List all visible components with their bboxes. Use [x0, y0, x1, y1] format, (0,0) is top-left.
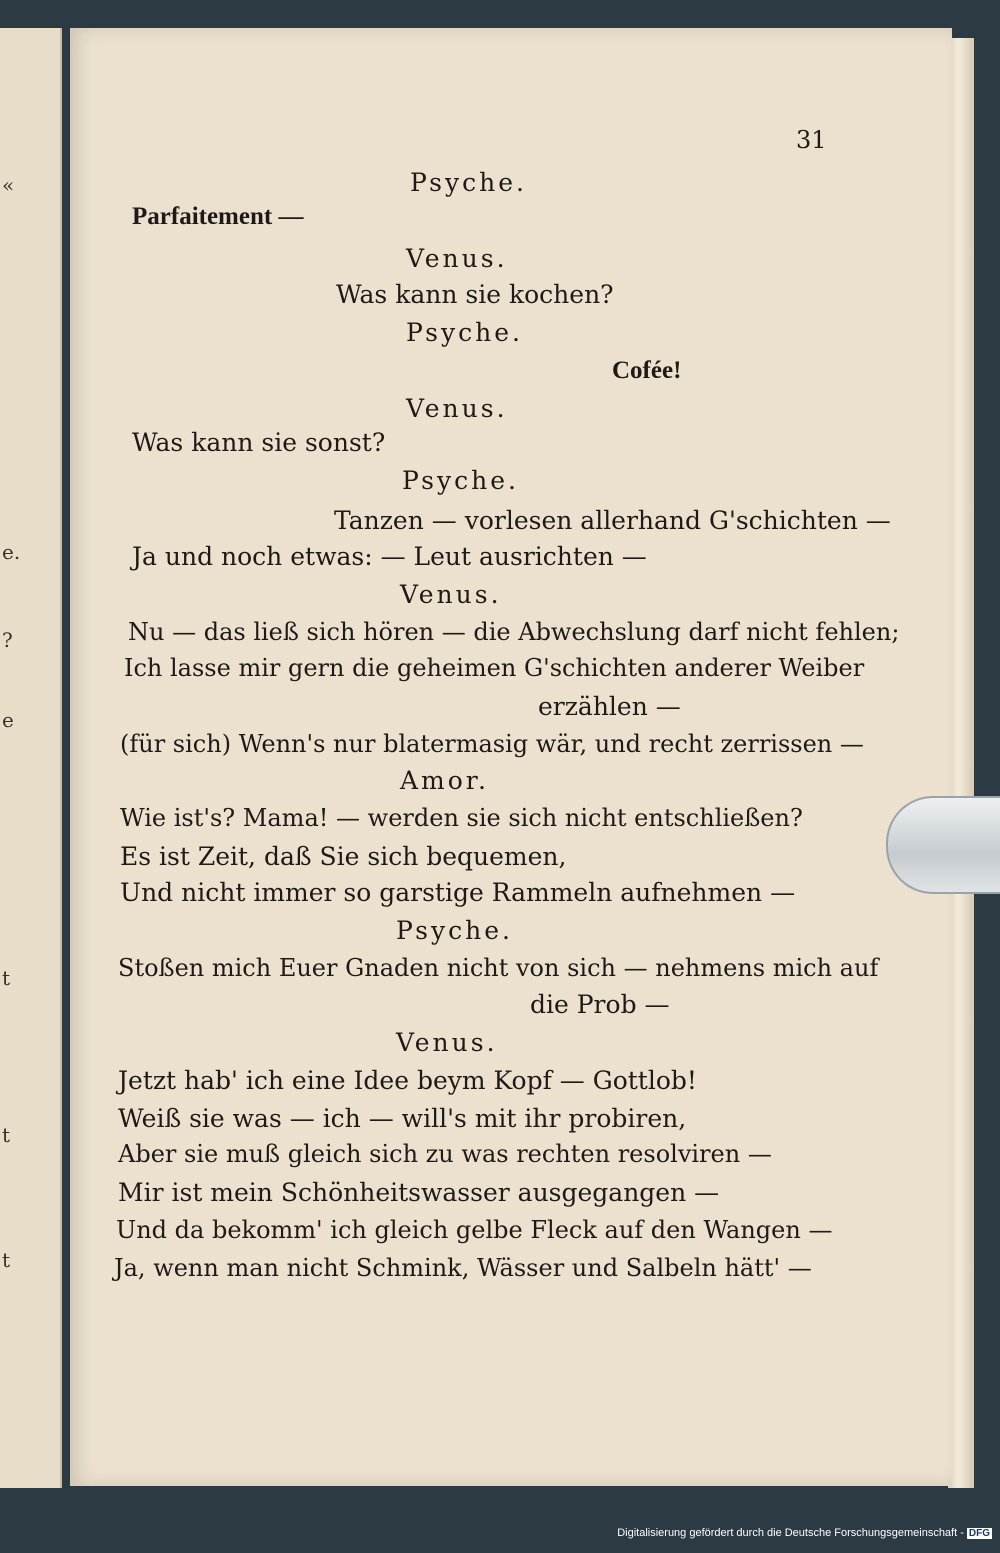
left-page-fragment: e.	[2, 540, 21, 564]
speaker-heading: Psyche.	[406, 318, 523, 347]
dialogue-line: (für sich) Wenn's nur blatermasig wär, und recht zerrissen —	[120, 730, 864, 758]
speaker-heading: Venus.	[396, 1028, 498, 1057]
speaker-heading: Psyche.	[410, 168, 527, 197]
dialogue-line: Nu — das ließ sich hören — die Abwechslung darf nicht fehlen;	[128, 618, 900, 646]
dialogue-line: Und da bekomm' ich gleich gelbe Fleck auf den Wangen —	[116, 1216, 833, 1244]
dialogue-line: Aber sie muß gleich sich zu was rechten resolviren —	[118, 1140, 772, 1168]
dialogue-line: Parfaitement —	[132, 203, 304, 230]
left-page-fragment: «	[2, 173, 15, 197]
dialogue-line: Es ist Zeit, daß Sie sich bequemen,	[120, 842, 567, 871]
dialogue-line: Cofée!	[612, 357, 682, 384]
left-page-fragment: t	[2, 1248, 11, 1272]
dialogue-line: Was kann sie sonst?	[132, 428, 386, 457]
dialogue-line: Was kann sie kochen?	[336, 280, 614, 309]
speaker-heading: Psyche.	[402, 466, 519, 495]
speaker-heading: Venus.	[406, 394, 508, 423]
speaker-heading: Venus.	[406, 244, 508, 273]
dialogue-line: Weiß sie was — ich — will's mit ihr probiren,	[118, 1104, 687, 1133]
dfg-logo-icon: DFG	[968, 1528, 990, 1539]
left-page-edge	[0, 28, 62, 1488]
left-page-fragment: e	[2, 708, 14, 732]
digitization-footer	[617, 1527, 992, 1539]
dialogue-line: Wie ist's? Mama! — werden sie sich nicht entschließen?	[120, 804, 803, 832]
footer-text: Digitalisierung gefördert durch die Deutsche Forschungsgemeinschaft -	[617, 1527, 964, 1539]
dialogue-line: Stoßen mich Euer Gnaden nicht von sich — nehmens mich auf	[118, 954, 879, 982]
page-number: 31	[796, 126, 827, 154]
dialogue-line: Tanzen — vorlesen allerhand G'schichten —	[334, 506, 891, 535]
dialogue-line: Ich lasse mir gern die geheimen G'schichten anderer Weiber	[124, 654, 865, 682]
dialogue-line: erzählen —	[538, 692, 681, 721]
left-page-fragment: t	[2, 966, 11, 990]
page-clip-tab	[886, 796, 1000, 894]
dialogue-line: die Prob —	[530, 990, 670, 1019]
speaker-heading: Psyche.	[396, 916, 513, 945]
dialogue-line: Ja und noch etwas: — Leut ausrichten —	[132, 542, 647, 571]
dialogue-line: Jetzt hab' ich eine Idee beym Kopf — Gottlob!	[118, 1066, 697, 1095]
dialogue-line: Und nicht immer so garstige Rammeln aufnehmen —	[120, 878, 796, 907]
dialogue-line: Mir ist mein Schönheitswasser ausgegangen —	[118, 1178, 720, 1207]
book-page	[70, 28, 952, 1486]
left-page-fragment: ?	[2, 628, 13, 652]
left-page-fragment: t	[2, 1123, 11, 1147]
speaker-heading: Venus.	[400, 580, 502, 609]
dialogue-line: Ja, wenn man nicht Schmink, Wässer und Salbeln hätt' —	[114, 1254, 812, 1282]
speaker-heading: Amor.	[400, 766, 489, 795]
